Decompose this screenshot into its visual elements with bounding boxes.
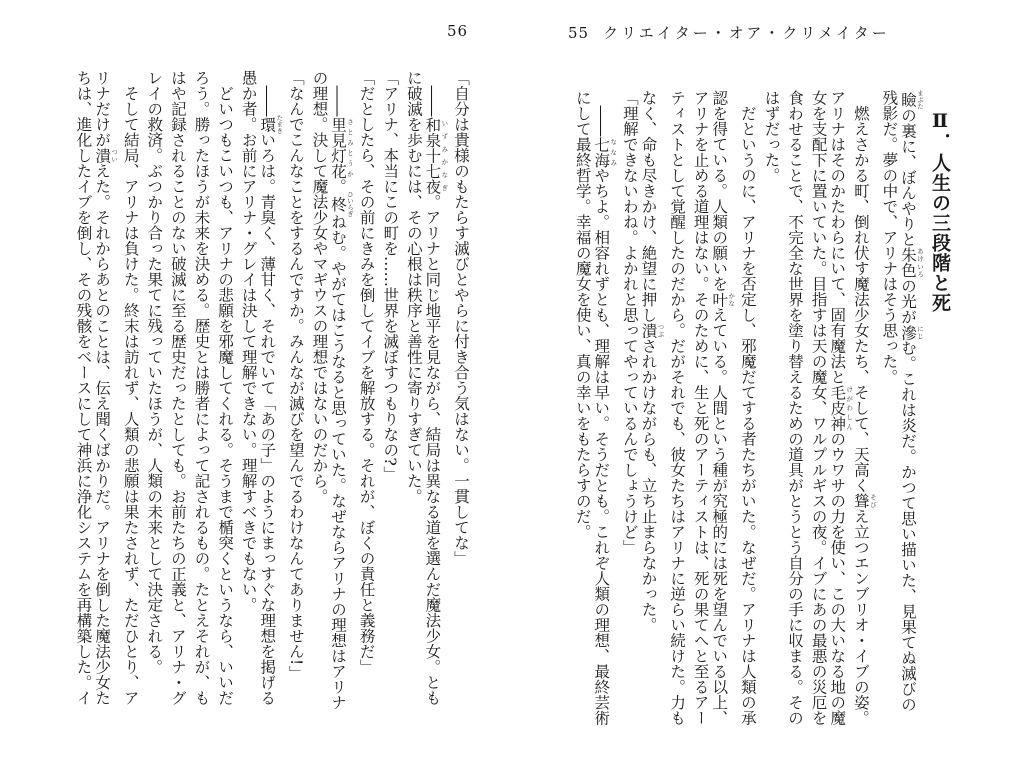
text-line: 燃えさかる町、倒れ伏す魔法少女たち、そして、天高く聳 そびえ立つエンブリオ・イブの姿。: [851, 90, 877, 726]
text-line: 残影だ。夢の中で、アリナはそう思った。: [880, 90, 899, 385]
ruby-word: 瞼 まぶた: [899, 90, 924, 110]
ruby-reading: さとみとうか: [346, 116, 355, 179]
text-line: 認を得ている。人類の願いを叶 かなえている。人間という種が究極的には死を望んでいる以上、: [710, 90, 736, 726]
ruby-reading: いずみかなぎ: [440, 116, 449, 194]
ruby-word: 叶 かな: [710, 291, 736, 307]
text-line: 「なんでこんなことをするんですか。みんなが滅びを望んでるわけなんてありません!」: [286, 70, 305, 681]
left-page-body: [71, 70, 472, 720]
text-line: 愚か者。お前にアリナ・グレイは決して理解できない。理解すべきでもない。: [239, 70, 258, 613]
text-line: なく、命も尽きかけ、絶望に押し潰 つぶされかけながらも、立ち止まらなかった。: [639, 90, 665, 633]
ruby-reading: けがわしん: [845, 384, 854, 431]
text-line: リナだけが潰 ついえた。それからあとのことは、伝え聞くばかりだ。アリナを倒した魔法少女た: [93, 70, 119, 706]
text-line: ろう。勝ったほうが未来を決める。歴史とは勝者によって記されるもの。たとえそれが、も: [192, 70, 211, 706]
text-line: 「自分は貴様のもたらす滅びとやらに付き合う気はない。一貫してな」: [452, 70, 470, 566]
ruby-word: 和泉十七夜 いずみかなぎ: [423, 116, 449, 194]
ruby-word: 七海 ななみ: [592, 136, 618, 168]
text-line: 食わせることで、不完全な世界を塗り替えるための道具がとうとう自分の手に収まる。その: [786, 90, 805, 726]
running-title: クリエイター・オア・クリメイター: [603, 24, 890, 42]
ruby-word: 里見灯花 さとみとうか: [329, 116, 355, 179]
text-line: 瞼 まぶたの裏に、ぼんやりと朱色 あけいろの光が滲 にじむ。これは炎だ。かつて思い描いた、見果てぬ滅びの: [899, 90, 924, 712]
right-page-number: 55: [568, 24, 590, 42]
ruby-word: 滲 にじ: [899, 324, 924, 340]
page-number-left: [447, 22, 468, 40]
ruby-reading: ひいらぎ: [346, 191, 355, 217]
chapter-title: Ⅱ．人生の三段階と死: [929, 110, 951, 313]
ruby-word: 朱色 あけいろ: [899, 247, 924, 278]
text-line: レイの救済。ぶつかり合った果てに残っていたほうが、人類の未来として決定される。: [145, 70, 164, 675]
text-line: はずだった。: [762, 90, 781, 183]
right-page-body: [570, 90, 956, 730]
text-line: アリナはそのかたわらにいて、固有魔法と毛皮神 けがわしんのウワサの力を使い、この大いなる地の魔: [828, 90, 854, 726]
text-line: そして結局、アリナは負けた。終末は訪れず、人類の悲願は果たされず、ただひとり、ア: [121, 70, 140, 706]
ruby-word: 潰 つぶ: [639, 322, 665, 338]
left-page-number: 56: [447, 22, 469, 40]
text-line: 「アリナ、本当にこの町を……世界を滅ぼすつもりなの?」: [381, 70, 400, 482]
ruby-reading: かな: [727, 291, 736, 307]
text-line: ティストとして覚醒したのだから。だがそれでも、彼女たちはアリナに逆らい続けた。力も: [668, 90, 687, 726]
running-header-right: [568, 22, 890, 43]
text-line: だというのに、アリナを否定し、邪魔だてする者たちがいた。なぜだ。アリナは人類の承: [738, 90, 757, 726]
text-line: に破滅を歩むには、その心根は秩序と善性に寄りすぎていた。: [404, 70, 423, 504]
ruby-reading: つぶ: [656, 322, 665, 338]
ruby-word: 潰 つい: [93, 147, 119, 163]
text-line: の理想。決して魔法少女やマギウスの理想ではないのだから。: [310, 70, 329, 504]
text-line: ――環 たまきいろは。青臭く、薄甘く、それでいて「あの子」のようにまっすぐな理想を掲げる: [258, 70, 284, 706]
ruby-reading: ななみ: [609, 136, 618, 168]
text-line: どいつもこいつも、アリナの悲願を邪魔してくれる。そうまで楯突くというなら、いいだ: [216, 70, 235, 706]
ruby-reading: そび: [868, 493, 877, 509]
text-line: ――七海 ななみやちよ。相容れずとも、理解は早い。そうだとも。これぞ人類の理想、最終芸術: [592, 90, 618, 726]
ruby-reading: たまき: [275, 114, 284, 134]
text-line: 「だとしたら、その前にきみを倒してイブを解放する。それが、ぼくの責任と義務だ」: [357, 70, 376, 675]
text-line: 女を支配下に置いていた。目指すは天の魔女、ワルプルギスの夜。イブにあの最悪の災厄を: [809, 90, 828, 726]
ruby-reading: まぶた: [916, 90, 924, 110]
ruby-word: 環 たまき: [258, 114, 284, 134]
text-line: はや記録されることのない破滅に至る歴史だったとしても。お前たちの正義と、アリナ・グ: [168, 70, 187, 706]
text-line: ――和泉十七夜 いずみかなぎ。アリナと同じ地平を見ながら、結局は異なる道を選んだ魔法少女。とも: [423, 70, 449, 706]
text-line: ――里見灯花 さとみとうか。柊 ひいらぎねむ。やがてはこうなると思っていた。なぜならアリナの理想はアリナ: [329, 70, 355, 710]
ruby-word: 聳 そび: [851, 493, 877, 509]
ruby-reading: つい: [110, 147, 119, 163]
text-line: アリナを止める道理はない。そのために、生と死のアーティストは、死の果てへと至るアー: [691, 90, 710, 726]
text-line: にして最終哲学。幸福の魔女を使い、真の幸いをもたらすのだ。: [573, 90, 592, 540]
ruby-reading: あけいろ: [916, 247, 924, 278]
ruby-reading: にじ: [916, 324, 924, 340]
text-line: 「理解できないわね。よかれと思ってやっているんでしょうけど」: [620, 90, 639, 555]
ruby-word: 柊 ひいらぎ: [329, 191, 355, 217]
ruby-word: 毛皮神 けがわしん: [828, 384, 854, 431]
text-line: ちは、進化したイブを倒し、その残骸をベースにして神浜に浄化システムを再構築した。イ: [74, 70, 93, 706]
